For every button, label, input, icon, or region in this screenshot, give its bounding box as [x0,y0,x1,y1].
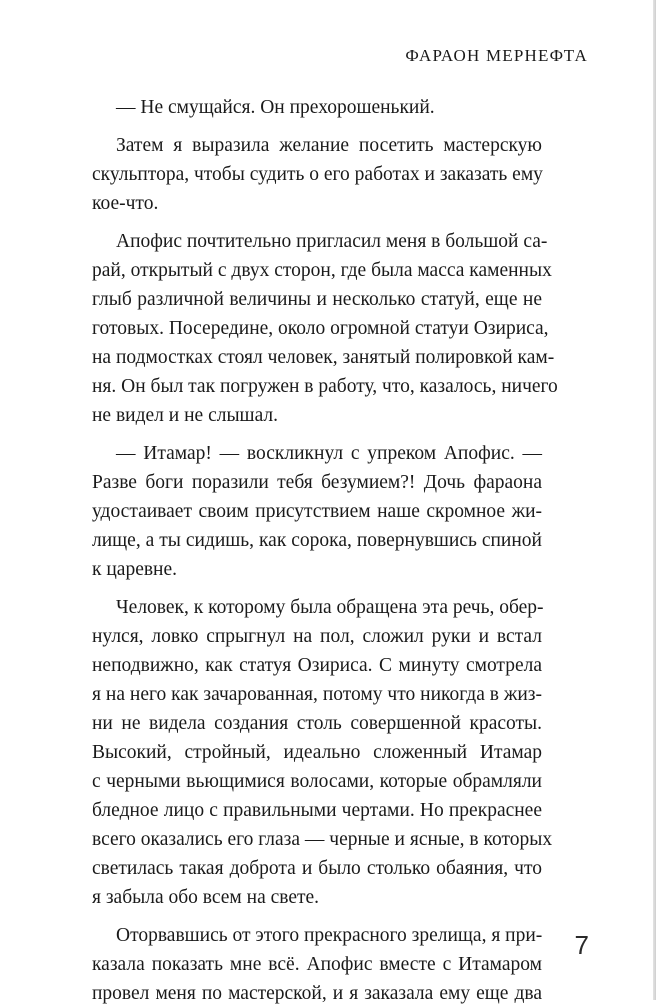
paragraph [92,593,553,912]
text-line: Оторвавшись от этого прекрасного зрелища, я при- [116,925,543,946]
text-line: провел меня по мастерской, и я заказала ему еще два [92,983,542,1004]
text-line: казала показать мне всё. Апофис вместе с Итамаром [92,954,542,975]
text-line: я на него как зачарованная, потому что никогда в жиз- [92,684,542,705]
text-line: нулся, ловко спрыгнул на пол, сложил руки и встал [92,626,542,647]
text-line: я забыла обо всем на свете. [92,887,320,908]
text-line: лище, а ты сидишь, как сорока, повернувшись спиной [92,530,542,551]
text-line: к царевне. [92,559,178,580]
text-line: готовых. Посередине, около огромной статуи Озириса, [92,318,549,339]
paragraph [92,227,558,430]
text-line: рай, открытый с двух сторон, где была масса каменных [92,260,552,281]
text-line: — Не смущайся. Он прехорошенький. [116,97,435,118]
text-line: — Итамар! — воскликнул с упреком Апофис. — [116,443,542,464]
running-header-title: ФАРАОН МЕРНЕФТА [405,46,588,65]
text-line: светилась такая доброта и было столько обаяния, что [92,858,542,879]
text-line: не видел и не слышал. [92,405,279,426]
paragraph [92,93,542,122]
text-line: Затем я выразила желание посетить мастерскую [116,135,542,156]
text-line: ни не видела создания столь совершенной красоты. [92,713,542,734]
page-number: 7 [574,930,589,960]
text-line: Человек, к которому была обращена эта речь, обер- [116,597,544,618]
text-line: всего оказались его глаза — черные и ясные, в которых [92,829,553,850]
text-line: бледное лицо с правильными чертами. Но прекраснее [92,800,542,821]
text-line: скульптора, чтобы судить о его работах и заказать ему [92,164,543,185]
body-text [92,93,558,1008]
text-line: Разве боги поразили тебя безумием?! Дочь фараона [92,472,542,493]
text-line: ня. Он был так погружен в работу, что, казалось, ничего [92,376,558,397]
text-line: кое-что. [92,193,159,214]
paragraph [92,131,542,218]
text-line: с черными вьющимися волосами, которые обрамляли [92,771,542,792]
text-line: на подмостках стоял человек, занятый полировкой кам- [92,347,555,368]
text-line: удостаивает своим присутствием наше скромное жи- [92,501,542,522]
text-line: глыб различной величины и несколько статуй, еще не [92,289,542,310]
paragraph [92,439,542,584]
text-line: неподвижно, как статуя Озириса. С минуту смотрела [92,655,542,676]
text-line: Апофис почтительно пригласил меня в большой са- [116,231,548,252]
paragraph [92,921,542,1008]
text-line: Высокий, стройный, идеально сложенный Итамар [92,742,542,763]
